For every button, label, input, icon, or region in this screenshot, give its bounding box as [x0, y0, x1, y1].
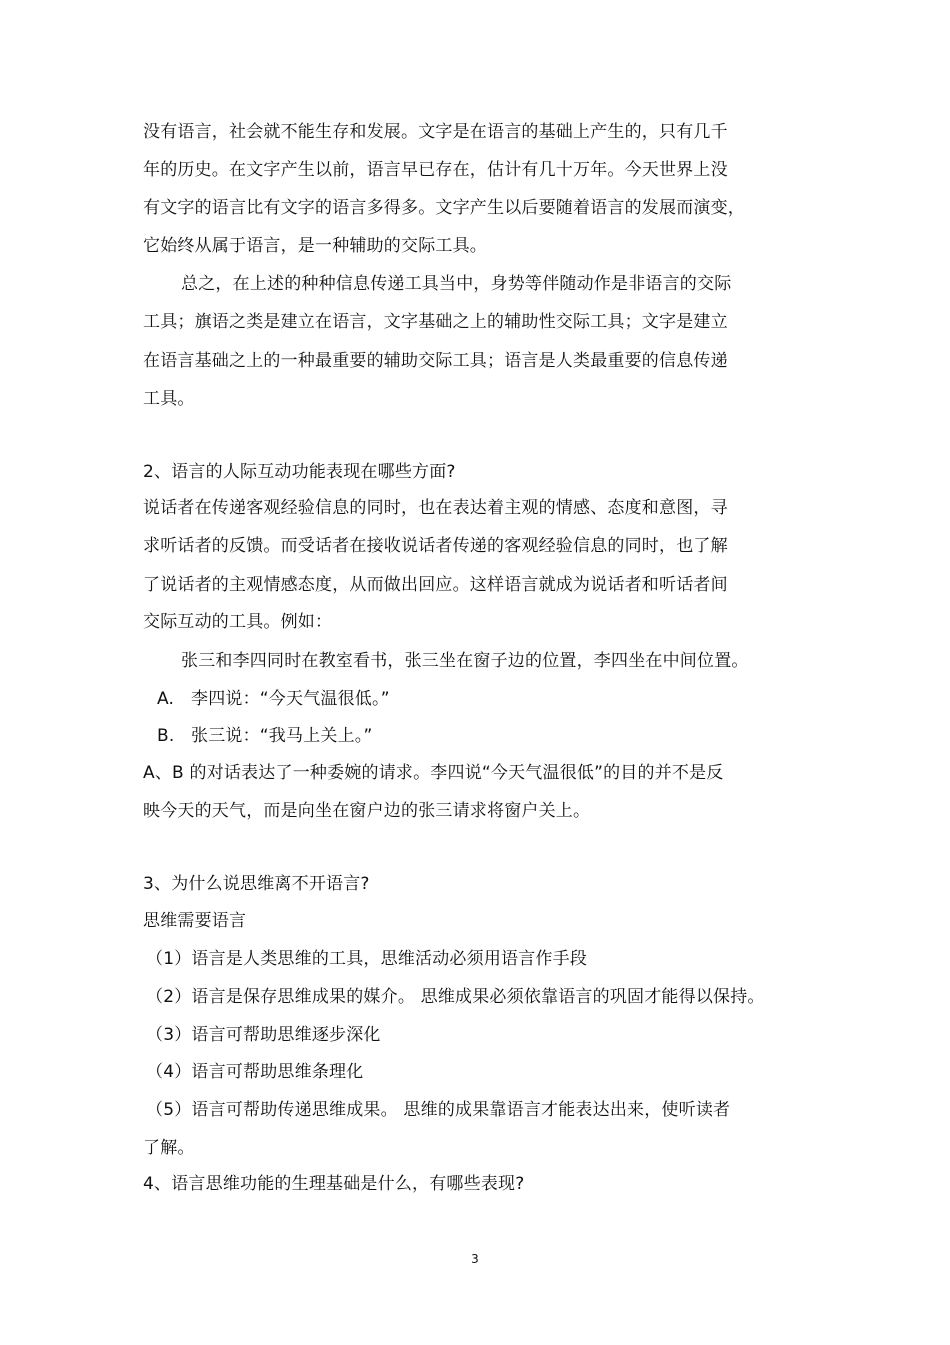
example-line: 张三和李四同时在教室看书，张三坐在窗子边的位置，李四坐在中间位置。 — [181, 651, 749, 671]
paragraph-line: 工具；旗语之类是建立在语言，文字基础之上的辅助性交际工具；文字是建立 — [143, 312, 728, 332]
answer-line: 交际互动的工具。例如： — [143, 612, 333, 632]
answer-line: 说话者在传递客观经验信息的同时，也在表达着主观的情感、态度和意图，寻 — [143, 498, 728, 518]
paragraph-line: 年的历史。在文字产生以前，语言早已存在，估计有几十万年。今天世界上没 — [143, 160, 728, 180]
answer-line: 了说话者的主观情感态度，从而做出回应。这样语言就成为说话者和听话者间 — [143, 575, 728, 595]
list-item: （1）语言是人类思维的工具，思维活动必须用语言作手段 — [146, 949, 588, 969]
answer-lead: 思维需要语言 — [143, 911, 247, 931]
explanation-line: A、B 的对话表达了一种委婉的请求。李四说“今天气温很低”的目的并不是反 — [143, 763, 724, 783]
list-item: （3）语言可帮助思维逐步深化 — [146, 1025, 381, 1045]
option-label: B. — [157, 726, 175, 746]
list-item: （4）语言可帮助思维条理化 — [146, 1062, 364, 1082]
answer-line: 求听话者的反馈。而受话者在接收说话者传递的客观经验信息的同时，也了解 — [143, 536, 728, 556]
option-text: 张三说：“我马上关上。” — [191, 726, 373, 746]
list-item: （2）语言是保存思维成果的媒介。 思维成果必须依靠语言的巩固才能得以保持。 — [146, 987, 765, 1007]
page-number: 3 — [471, 1252, 479, 1266]
paragraph-line: 在语言基础之上的一种最重要的辅助交际工具；语言是人类最重要的信息传递 — [143, 351, 728, 371]
option-label: A. — [157, 689, 175, 709]
option-a — [157, 687, 390, 711]
paragraph-line: 工具。 — [143, 389, 195, 409]
option-b — [157, 724, 373, 748]
question-heading: 2、语言的人际互动功能表现在哪些方面? — [143, 462, 456, 482]
question-heading: 3、为什么说思维离不开语言? — [143, 874, 370, 894]
paragraph-line: 有文字的语言比有文字的语言多得多。文字产生以后要随着语言的发展而演变， — [143, 198, 745, 218]
explanation-line: 映今天的天气，而是向坐在窗户边的张三请求将窗户关上。 — [143, 801, 591, 821]
paragraph-line: 它始终从属于语言，是一种辅助的交际工具。 — [143, 236, 487, 256]
paragraph-line: 总之，在上述的种种信息传递工具当中，身势等伴随动作是非语言的交际 — [181, 274, 732, 294]
question-heading: 4、语言思维功能的生理基础是什么，有哪些表现? — [143, 1174, 525, 1194]
option-text: 李四说：“今天气温很低。” — [191, 689, 390, 709]
list-item: （5）语言可帮助传递思维成果。 思维的成果靠语言才能表达出来，使听读者 — [146, 1100, 731, 1120]
list-item-continuation: 了解。 — [143, 1138, 195, 1158]
paragraph-line: 没有语言，社会就不能生存和发展。文字是在语言的基础上产生的，只有几千 — [143, 122, 728, 142]
